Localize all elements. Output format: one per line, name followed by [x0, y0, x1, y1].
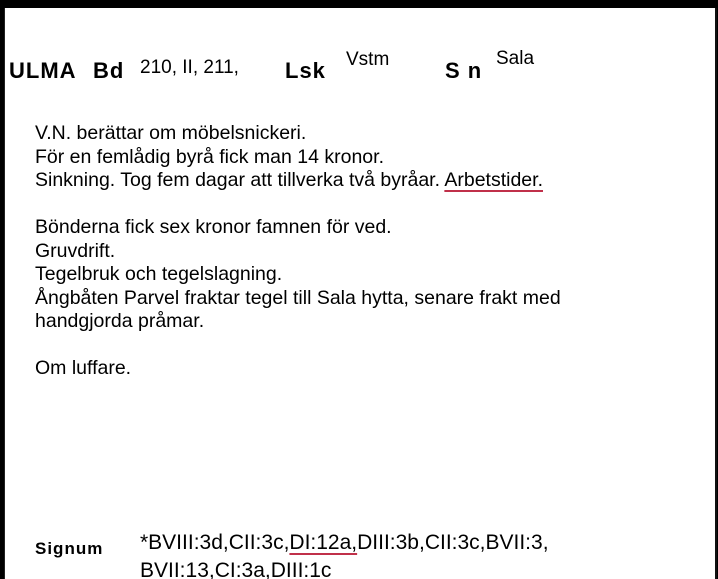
archive-label: ULMA [9, 58, 77, 83]
signum-codes [140, 529, 549, 579]
body-line-6: Tegelbruk och tegelslagning. [35, 263, 283, 285]
signum-code-highlight: DI:12a, [289, 531, 358, 554]
signum-codes-prefix: *BVIII:3d,CII:3c, [140, 531, 290, 554]
sn-value: Sala [496, 48, 535, 69]
paragraph-gap [35, 334, 561, 358]
signum-codes-suffix: DIII:3b,CII:3c,BVII:3, [357, 531, 549, 554]
body-line-7: Ångbåten Parvel fraktar tegel till Sala hytta, senare frakt med [35, 286, 561, 309]
bd-value: 210, II, 211, [140, 57, 239, 78]
lsk-value: Vstm [346, 49, 390, 70]
sn-label: S n [445, 58, 483, 83]
index-card [4, 8, 717, 579]
body-line-4: Bönderna fick sex kronor famnen för ved. [35, 216, 392, 238]
signum-codes-line-2: BVII:13,CI:3a,DIII:1c [140, 559, 332, 579]
signum-label: Signum [35, 539, 104, 558]
bd-label: Bd [93, 58, 125, 83]
paragraph-gap [35, 193, 561, 217]
body-line-9: Om luffare. [35, 357, 132, 379]
body-line-2: För en femlådig byrå fick man 14 kronor. [35, 145, 384, 168]
body-line-8: handgjorda pråmar. [35, 310, 205, 332]
lsk-label: Lsk [285, 58, 326, 83]
signum-codes-line-1 [140, 529, 549, 557]
body-line-3 [35, 169, 561, 193]
body-line-5: Gruvdrift. [35, 239, 116, 262]
body-line-3-text: Sinkning. Tog fem dagar att tillverka två byråar. [35, 169, 441, 191]
keyword-arbetstider: Arbetstider. [444, 169, 543, 191]
card-body [35, 122, 561, 381]
body-line-1: V.N. berättar om möbelsnickeri. [35, 122, 307, 144]
